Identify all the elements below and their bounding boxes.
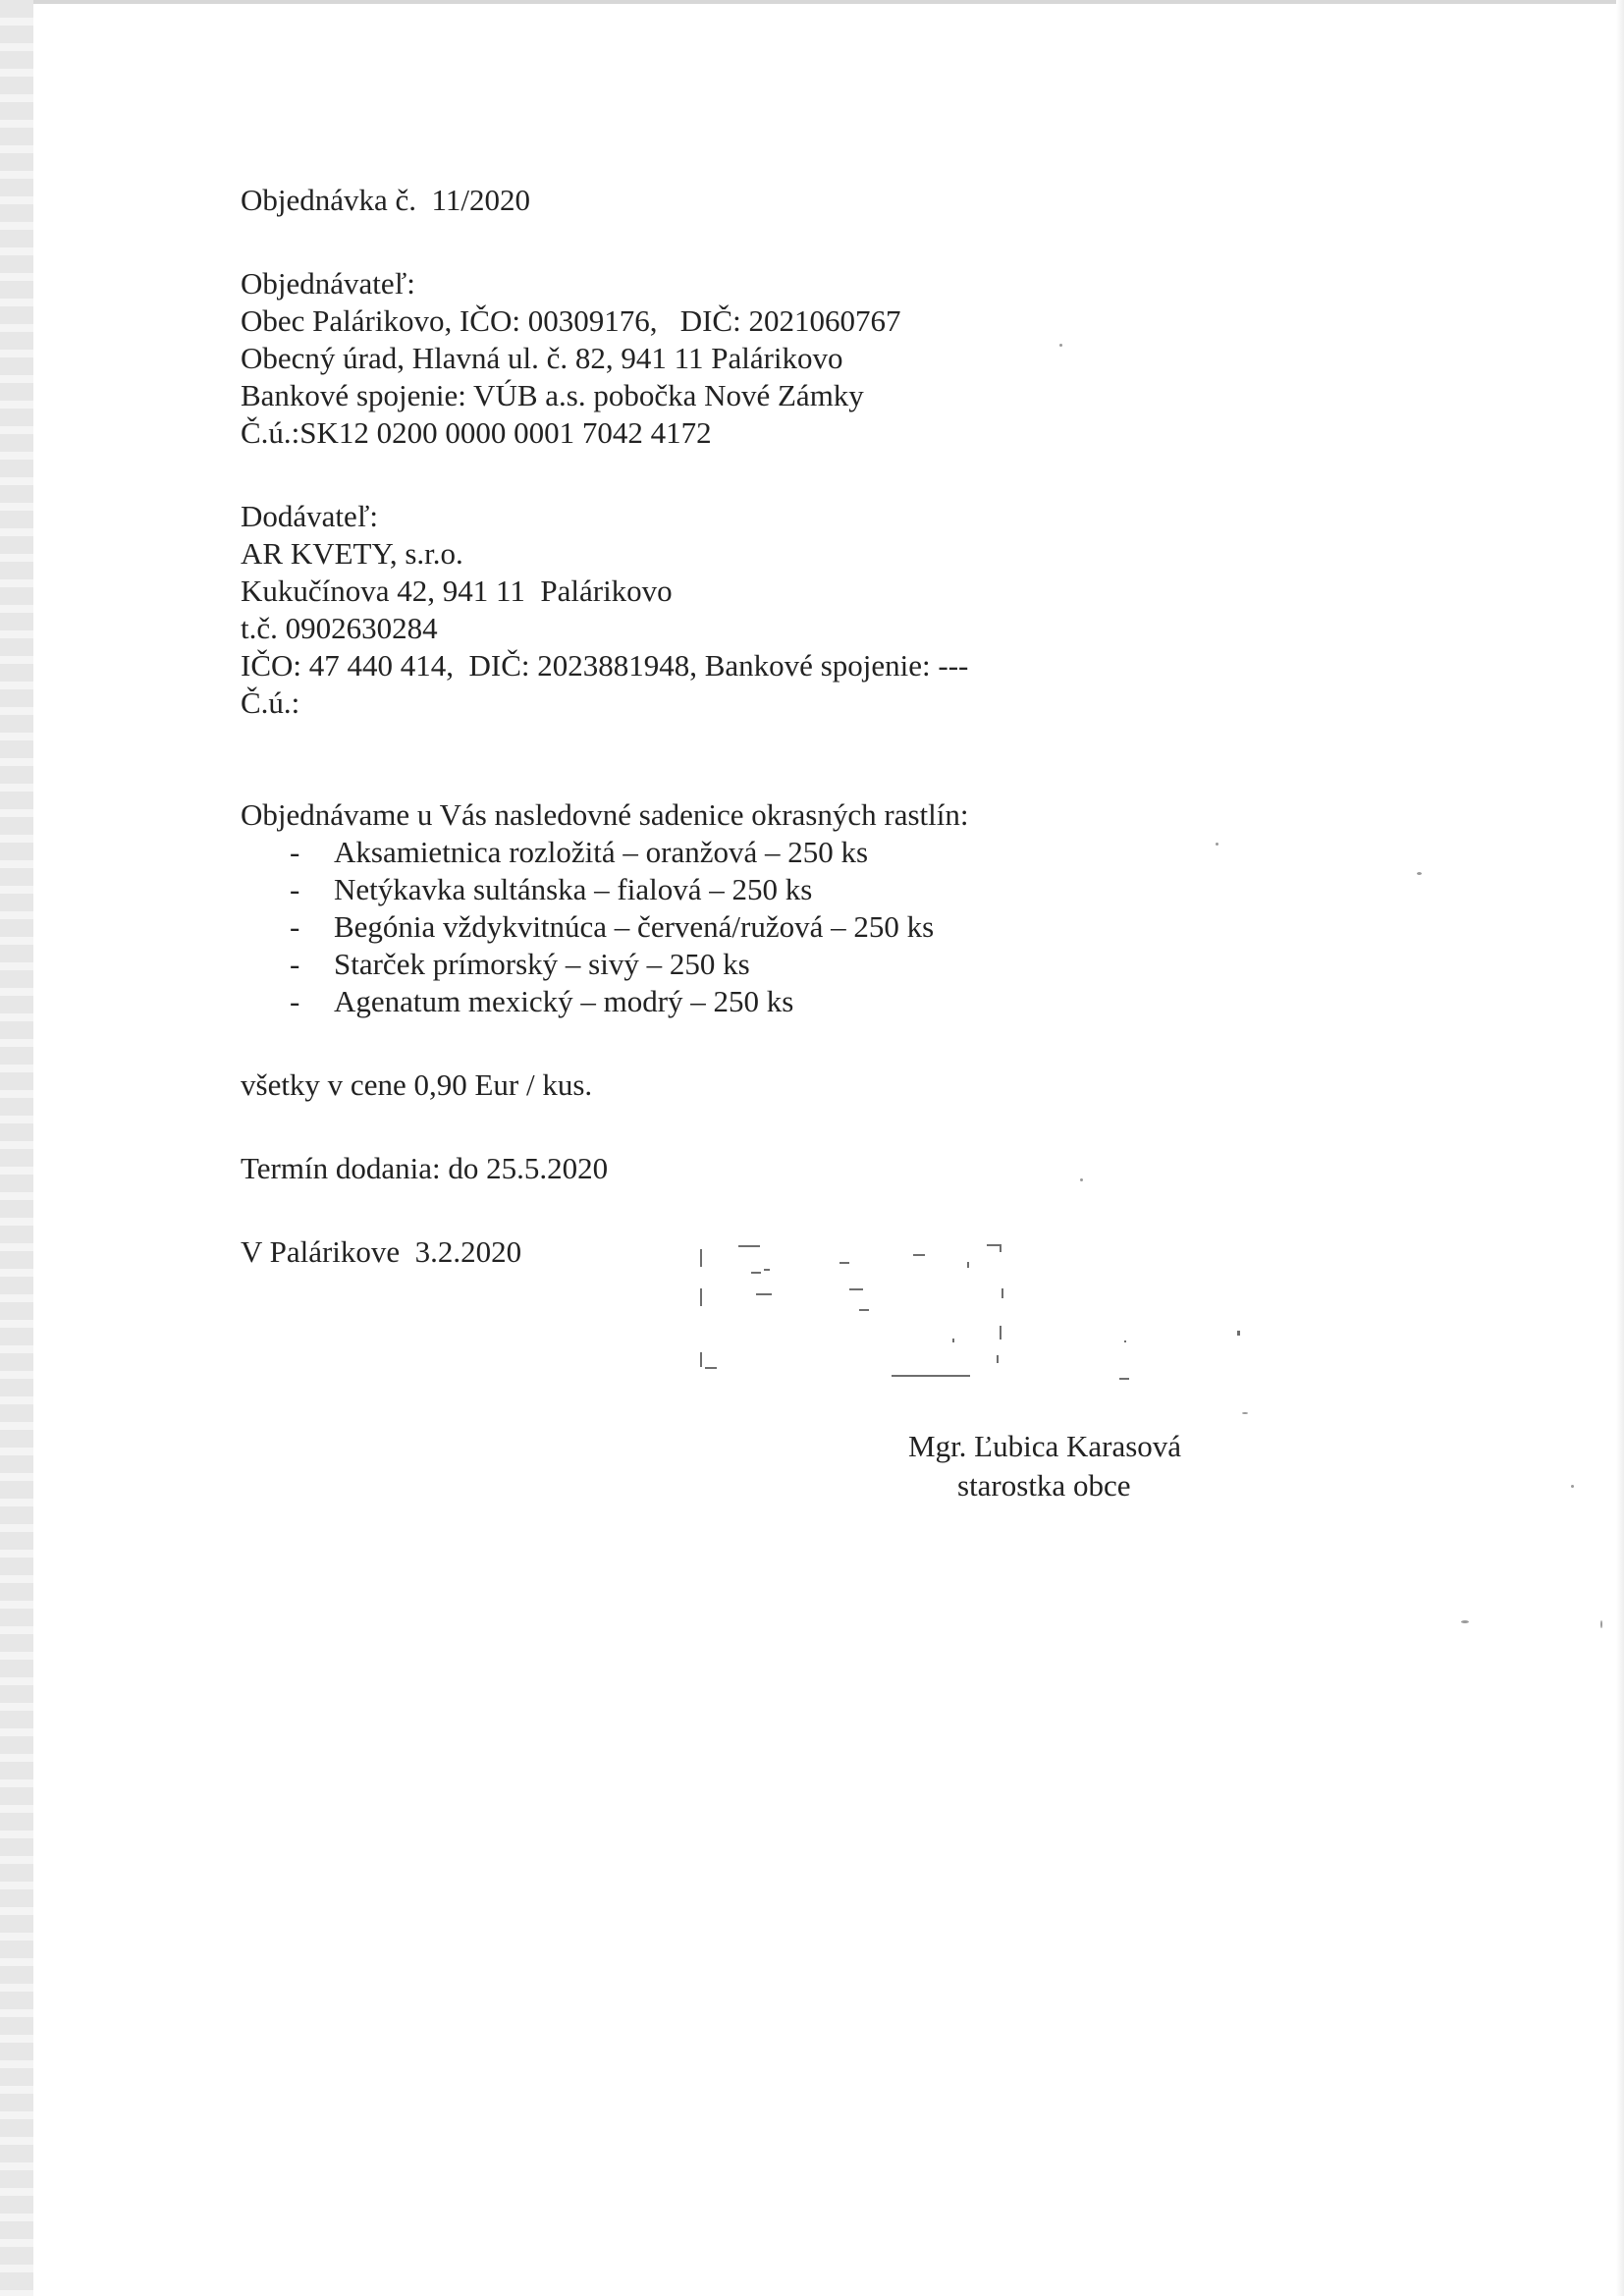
buyer-block: [241, 265, 1419, 452]
supplier-address: Kukučínova 42, 941 11 Palárikovo: [241, 574, 673, 608]
scan-edge-left: [0, 0, 33, 2296]
scan-speck: [1216, 843, 1218, 846]
stamp-mark: [764, 1269, 770, 1271]
stamp-mark: [751, 1272, 761, 1274]
list-item-text: Agenatum mexický – modrý – 250 ks: [334, 984, 794, 1018]
stamp-mark: [1001, 1288, 1003, 1298]
scan-speck: [1571, 1485, 1574, 1488]
stamp-mark: [952, 1339, 954, 1342]
stamp-mark: [700, 1288, 702, 1306]
scan-speck: [1417, 872, 1422, 875]
supplier-ids: IČO: 47 440 414, DIČ: 2023881948, Bankové spojenie: ---: [241, 648, 969, 683]
supplier-name: AR KVETY, s.r.o.: [241, 536, 463, 571]
order-document: [241, 182, 1419, 1271]
supplier-heading: Dodávateľ:: [241, 499, 378, 533]
list-dash: -: [290, 947, 300, 981]
stamp-mark: [756, 1293, 772, 1295]
stamp-mark: [913, 1254, 925, 1256]
stamp-mark: [1000, 1244, 1001, 1252]
scan-speck: [1059, 344, 1062, 347]
stamp-mark: [1124, 1340, 1126, 1342]
scan-speck: [1600, 1620, 1602, 1628]
scan-speck: [1080, 1178, 1083, 1181]
list-dash: -: [290, 984, 300, 1018]
list-item: [241, 871, 1419, 908]
list-dash: -: [290, 872, 300, 906]
list-item: [241, 983, 1419, 1020]
stamp-mark: [1000, 1326, 1001, 1339]
signature-stamp-area: [687, 1232, 1237, 1399]
stamp-mark: [700, 1249, 702, 1267]
stamp-mark: [849, 1288, 863, 1290]
stamp-mark: [997, 1355, 999, 1363]
supplier-account: Č.ú.:: [241, 685, 300, 720]
list-item-text: Aksamietnica rozložitá – oranžová – 250 ks: [334, 835, 869, 869]
signer-name: Mgr. Ľubica Karasová: [908, 1429, 1182, 1463]
stamp-mark: [1237, 1331, 1240, 1336]
stamp-mark: [1119, 1378, 1129, 1380]
scan-edge-top: [0, 0, 1624, 4]
stamp-mark: [892, 1375, 970, 1377]
signer-block: [908, 1427, 1181, 1505]
list-item-text: Netýkavka sultánska – fialová – 250 ks: [334, 872, 813, 906]
order-intro: Objednávame u Vás nasledovné sadenice okrasných rastlín:: [241, 797, 969, 832]
stamp-mark: [967, 1262, 969, 1268]
buyer-address: Obecný úrad, Hlavná ul. č. 82, 941 11 Palárikovo: [241, 341, 843, 375]
list-item: [241, 834, 1419, 871]
list-item: [241, 946, 1419, 983]
scan-edge-right: [1616, 0, 1624, 2296]
buyer-heading: Objednávateľ:: [241, 266, 415, 301]
place-and-date: V Palárikove 3.2.2020: [241, 1234, 522, 1269]
buyer-ids: Obec Palárikovo, IČO: 00309176, DIČ: 2021060767: [241, 303, 901, 338]
stamp-mark: [987, 1244, 1001, 1246]
plant-list: [241, 834, 1419, 1020]
delivery-date: Termín dodania: do 25.5.2020: [241, 1151, 609, 1185]
buyer-account: Č.ú.:SK12 0200 0000 0001 7042 4172: [241, 415, 712, 450]
scan-speck: [1461, 1620, 1469, 1623]
list-item-text: Starček prímorský – sivý – 250 ks: [334, 947, 750, 981]
signer-title: starostka obce: [957, 1468, 1131, 1503]
stamp-mark: [839, 1262, 849, 1264]
scan-speck: [1242, 1412, 1248, 1414]
supplier-block: [241, 498, 1419, 722]
list-item-text: Begónia vždykvitnúca – červená/ružová – 250 ks: [334, 909, 935, 944]
list-dash: -: [290, 909, 300, 944]
stamp-mark: [738, 1245, 760, 1247]
price-note: všetky v cene 0,90 Eur / kus.: [241, 1067, 593, 1102]
list-item: [241, 908, 1419, 946]
stamp-mark: [700, 1352, 702, 1367]
list-dash: -: [290, 835, 300, 869]
order-number: Objednávka č. 11/2020: [241, 183, 530, 217]
stamp-mark: [705, 1367, 717, 1369]
buyer-bank: Bankové spojenie: VÚB a.s. pobočka Nové Zámky: [241, 378, 864, 412]
supplier-phone: t.č. 0902630284: [241, 611, 438, 645]
stamp-mark: [859, 1309, 869, 1311]
